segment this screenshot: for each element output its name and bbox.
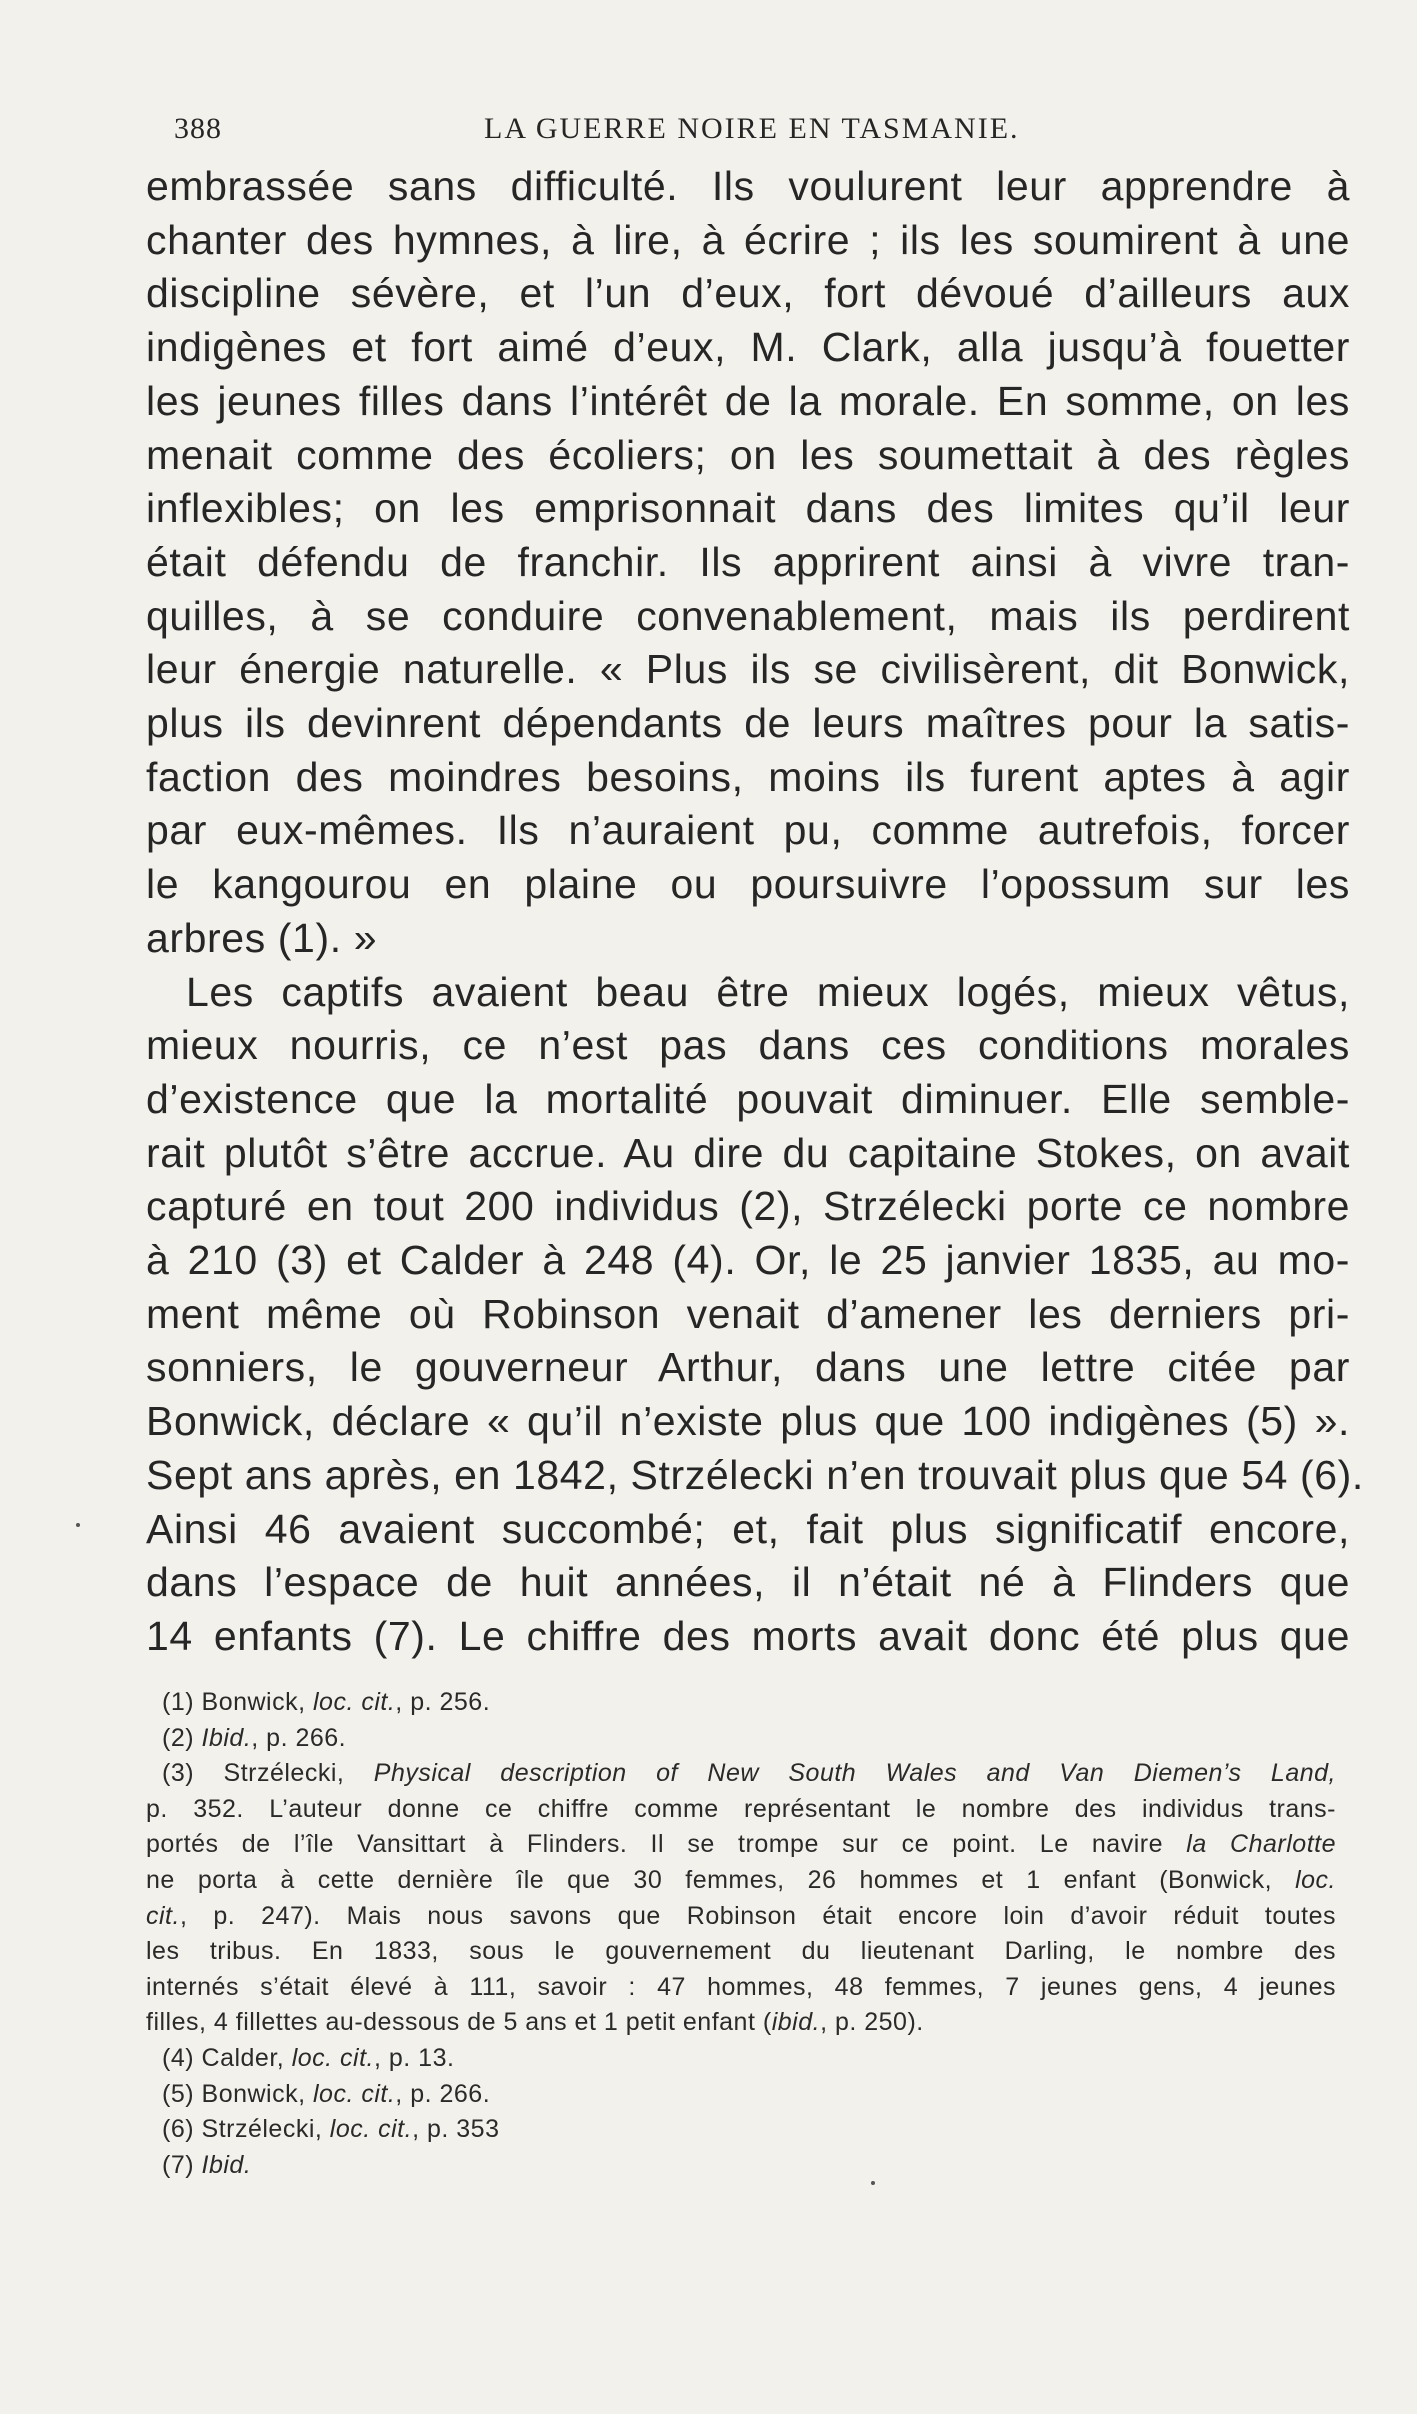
footnote-3-line: ne porta à cette dernière île que 30 femmes, 26 hommes et 1 enfant (Bonwick, loc. xyxy=(146,1865,1336,1894)
page-number: 388 xyxy=(174,112,222,145)
body-line: ment même où Robinson venait d’amener les derniers pri- xyxy=(146,1290,1350,1337)
body-line: quilles, à se conduire convenablement, mais ils perdirent xyxy=(146,592,1350,639)
body-line: leur énergie naturelle. « Plus ils se civilisèrent, dit Bonwick, xyxy=(146,646,1350,693)
footnote-4: (4) Calder, loc. cit., p. 13. xyxy=(162,2043,455,2072)
footnote-6: (6) Strzélecki, loc. cit., p. 353 xyxy=(162,2115,500,2144)
body-line: plus ils devinrent dépendants de leurs maîtres pour la satis- xyxy=(146,700,1350,747)
body-line: Ainsi 46 avaient succombé; et, fait plus significatif encore, xyxy=(146,1505,1350,1552)
body-line: Les captifs avaient beau être mieux logés, mieux vêtus, xyxy=(186,968,1350,1015)
body-line: menait comme des écoliers; on les soumettait à des règles xyxy=(146,431,1350,478)
body-line: arbres (1). » xyxy=(146,914,378,961)
body-line: mieux nourris, ce n’est pas dans ces conditions morales xyxy=(146,1022,1350,1069)
footnotes xyxy=(146,1685,1336,2183)
body-line: le kangourou en plaine ou poursuivre l’opossum sur les xyxy=(146,861,1350,908)
footnote-3-line: p. 352. L’auteur donne ce chiffre comme représentant le nombre des individus trans- xyxy=(146,1794,1336,1823)
footnote-2: (2) Ibid., p. 266. xyxy=(162,1723,347,1752)
body-line: à 210 (3) et Calder à 248 (4). Or, le 25 janvier 1835, au mo- xyxy=(146,1237,1350,1284)
body-line: rait plutôt s’être accrue. Au dire du capitaine Stokes, on avait xyxy=(146,1129,1350,1176)
body-line: indigènes et fort aimé d’eux, M. Clark, alla jusqu’à fouetter xyxy=(146,324,1350,371)
footnote-3-line: cit., p. 247). Mais nous savons que Robinson était encore loin d’avoir réduit toutes xyxy=(146,1901,1336,1930)
body-line: capturé en tout 200 individus (2), Strzélecki porte ce nombre xyxy=(146,1183,1350,1230)
print-speck xyxy=(76,1523,80,1527)
body-line: les jeunes filles dans l’intérêt de la morale. En somme, on les xyxy=(146,377,1350,424)
body-line: d’existence que la mortalité pouvait diminuer. Elle semble- xyxy=(146,1075,1350,1122)
body-line: était défendu de franchir. Ils apprirent ainsi à vivre tran- xyxy=(146,538,1350,585)
body-text xyxy=(146,160,1364,1664)
body-line: chanter des hymnes, à lire, à écrire ; ils les soumirent à une xyxy=(146,216,1350,263)
footnote-3-line: internés s’était élevé à 111, savoir : 47 hommes, 48 femmes, 7 jeunes gens, 4 jeunes xyxy=(146,1972,1336,2001)
body-line: discipline sévère, et l’un d’eux, fort dévoué d’ailleurs aux xyxy=(146,270,1350,317)
body-line: inflexibles; on les emprisonnait dans des limites qu’il leur xyxy=(146,485,1350,532)
footnote-3-line: les tribus. En 1833, sous le gouvernement du lieutenant Darling, le nombre des xyxy=(146,1937,1336,1966)
footnote-1: (1) Bonwick, loc. cit., p. 256. xyxy=(162,1688,491,1716)
footnote-5: (5) Bonwick, loc. cit., p. 266. xyxy=(162,2079,491,2108)
footnote-3: (3) Strzélecki, Physical description of New South Wales and Van Diemen’s Land, xyxy=(162,1759,1336,1788)
running-title: LA GUERRE NOIRE EN TASMANIE. xyxy=(484,112,1020,145)
body-line: par eux-mêmes. Ils n’auraient pu, comme autrefois, forcer xyxy=(146,807,1350,854)
body-line: sonniers, le gouverneur Arthur, dans une lettre citée par xyxy=(146,1344,1350,1391)
page-header xyxy=(174,112,1346,152)
body-line: dans l’espace de huit années, il n’était né à Flinders que xyxy=(146,1559,1350,1606)
footnote-3-line: filles, 4 fillettes au-dessous de 5 ans et 1 petit enfant (ibid., p. 250). xyxy=(146,2008,924,2037)
body-line: embrassée sans difficulté. Ils voulurent leur apprendre à xyxy=(146,163,1350,209)
body-line: Bonwick, déclare « qu’il n’existe plus que 100 indigènes (5) ». xyxy=(146,1398,1350,1445)
print-speck xyxy=(871,2181,875,2185)
body-line: faction des moindres besoins, moins ils furent aptes à agir xyxy=(146,753,1350,800)
footnote-7: (7) Ibid. xyxy=(162,2150,252,2179)
body-line: Sept ans après, en 1842, Strzélecki n’en trouvait plus que 54 (6). xyxy=(146,1451,1364,1498)
body-line: 14 enfants (7). Le chiffre des morts avait donc été plus que xyxy=(146,1612,1350,1659)
footnote-3-line: portés de l’île Vansittart à Flinders. Il se trompe sur ce point. Le navire la Charlotte xyxy=(146,1830,1336,1859)
